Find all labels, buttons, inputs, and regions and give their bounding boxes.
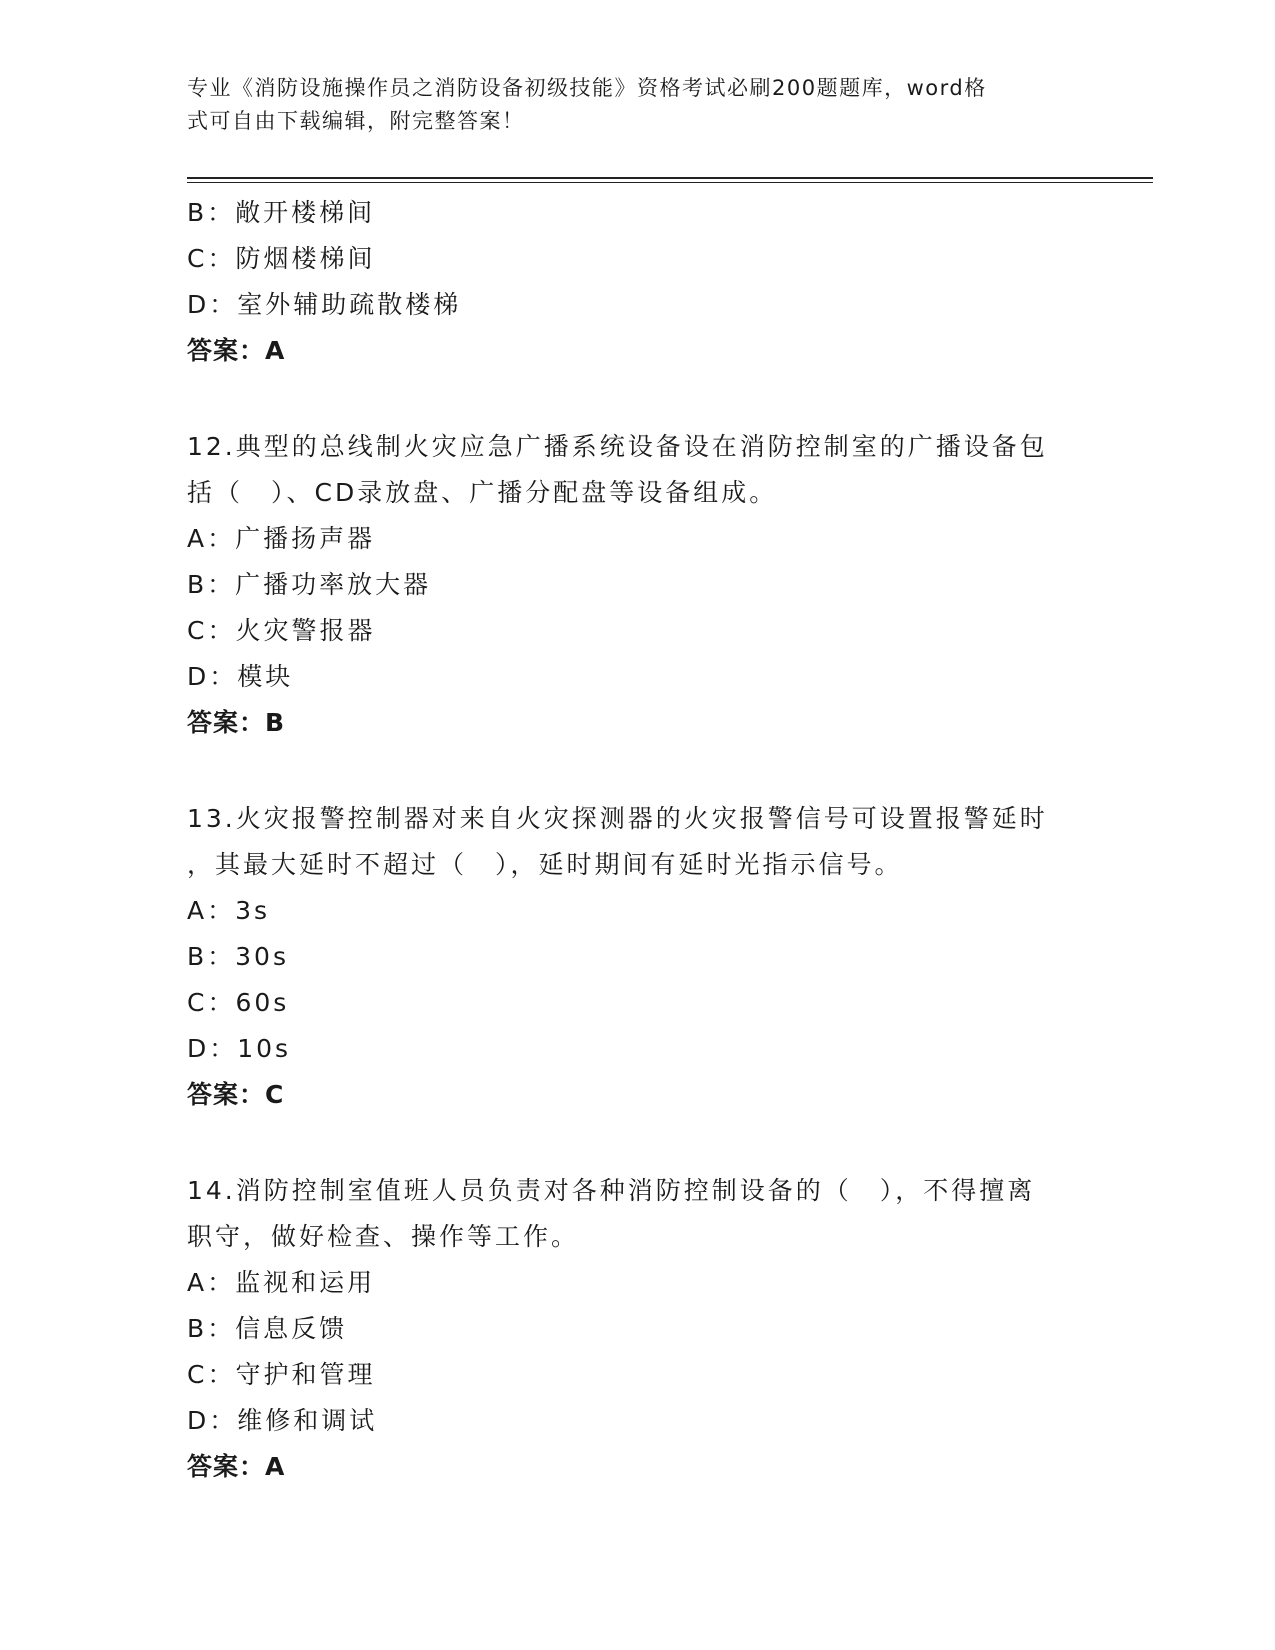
- question-text-line: ，其最大延时不超过（ ），延时期间有延时光指示信号。: [187, 850, 903, 879]
- option-a: A：广播扬声器: [187, 524, 376, 553]
- question-block-13: [187, 796, 1087, 1118]
- question-block-14: [187, 1168, 1087, 1490]
- spacer: [187, 746, 1087, 796]
- header-rule-thick: [187, 177, 1153, 179]
- option-b: B：广播功率放大器: [187, 570, 432, 599]
- option-c: C：守护和管理: [187, 1360, 376, 1389]
- header-rule-thin: [187, 182, 1153, 183]
- option-b: B：信息反馈: [187, 1314, 348, 1343]
- answer-label: 答案：B: [187, 708, 286, 737]
- question-block-12: [187, 424, 1087, 746]
- document-header: [187, 72, 1067, 138]
- answer-label: 答案：A: [187, 336, 286, 365]
- answer-label: 答案：A: [187, 1452, 286, 1481]
- option-d: D：10s: [187, 1034, 292, 1063]
- option-c: C：火灾警报器: [187, 616, 376, 645]
- option-c: C：防烟楼梯间: [187, 244, 376, 273]
- question-list: [187, 190, 1087, 1490]
- option-d: D：维修和调试: [187, 1406, 378, 1435]
- option-a: A：3s: [187, 896, 271, 925]
- answer-label: 答案：C: [187, 1080, 285, 1109]
- question-text-line: 14.消防控制室值班人员负责对各种消防控制设备的（ ），不得擅离: [187, 1176, 1036, 1205]
- header-line-2: 式可自由下载编辑，附完整答案！: [187, 109, 525, 133]
- spacer: [187, 374, 1087, 424]
- question-text-line: 括（ ）、CD录放盘、广播分配盘等设备组成。: [187, 478, 778, 507]
- option-d: D：模块: [187, 662, 294, 691]
- question-text-line: 13.火灾报警控制器对来自火灾探测器的火灾报警信号可设置报警延时: [187, 804, 1048, 833]
- question-block-11: [187, 190, 1087, 374]
- question-text-line: 12.典型的总线制火灾应急广播系统设备设在消防控制室的广播设备包: [187, 432, 1048, 461]
- option-b: B：30s: [187, 942, 289, 971]
- header-line-1: 专业《消防设施操作员之消防设备初级技能》资格考试必刷200题题库，word格: [187, 76, 987, 100]
- question-text-line: 职守，做好检查、操作等工作。: [187, 1222, 580, 1251]
- option-a: A：监视和运用: [187, 1268, 376, 1297]
- option-c: C：60s: [187, 988, 290, 1017]
- option-d: D：室外辅助疏散楼梯: [187, 290, 462, 319]
- option-b: B：敞开楼梯间: [187, 198, 376, 227]
- spacer: [187, 1118, 1087, 1168]
